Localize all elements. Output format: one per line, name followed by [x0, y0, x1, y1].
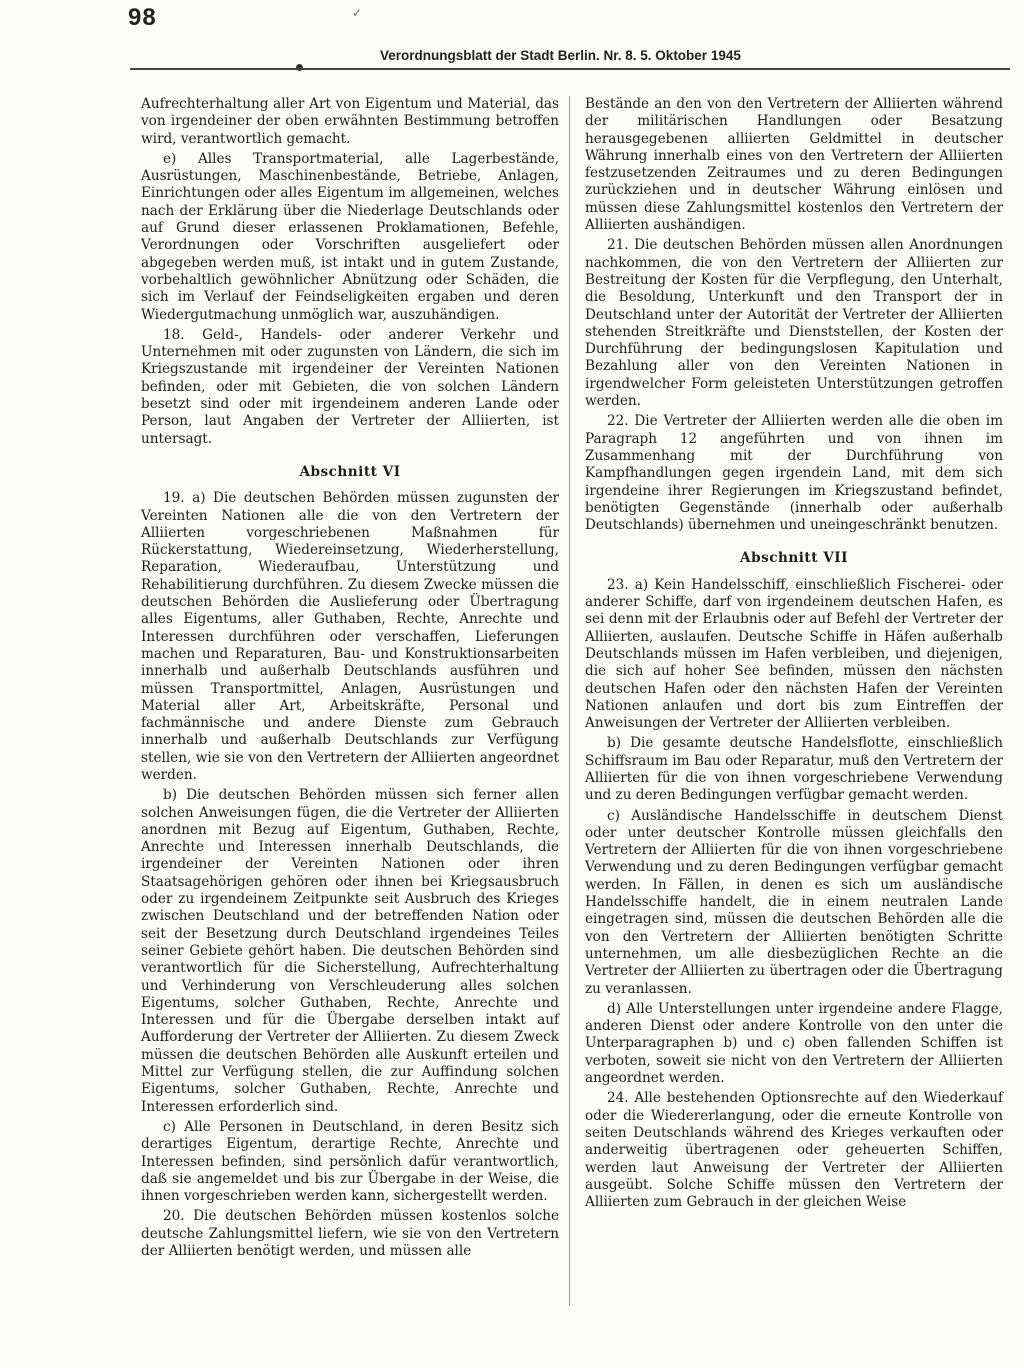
- paragraph: e) Alles Transportmaterial, alle Lagerbestände, Ausrüstungen, Maschinenbestände, Betriebe, Anlagen, Einrichtungen oder alles Eigentum im allgemeinen, welches nach der Erklärung über die Niederlage Deutschlands oder auf Grund dieser erlassenen Proklamationen, Befehle, Verordnungen oder Vorschriften ausgeliefert oder abgegeben werden muß, ist intakt und in gutem Zustande, vorbehaltlich gewöhnlicher Abnützung oder Schäden, die sich im Verlauf der Feindseligkeiten ergaben und deren Wiedergutmachung unmöglich war, auszuhändigen.: [141, 150, 559, 323]
- paragraph: 21. Die deutschen Behörden müssen allen Anordnungen nachkommen, die von den Vertretern der Alliierten zur Bestreitung der Kosten für die Verpflegung, den Unterhalt, die Besoldung, Unterkunft und den Transport der in Deutschland unter der Autorität der Vertreter der Alliierten stehenden Streitkräfte und Dienststellen, der Kosten der Durchführung der bedingungslosen Kapitulation und Bezahlung aller von den Vereinten Nationen in irgendwelcher Form geleisteten Unterstützungen getroffen werden.: [585, 237, 1003, 410]
- paragraph: Bestände an den von den Vertretern der Alliierten während der militärischen Handlungen oder Besatzung herausgegebenen alliierten Geldmittel in deutscher Währung innerhalb eines von den Vertretern der Alliierten festzusetzenden Zeitraumes und zu deren Bedingungen zurückziehen und in deutscher Währung einlösen und müssen diese Zahlungsmittel kostenlos den Vertretern der Alliierten aushändigen.: [585, 96, 1003, 234]
- scan-mark: ✓: [352, 6, 363, 20]
- paragraph: c) Alle Personen in Deutschland, in deren Besitz sich derartiges Eigentum, derartige Rechte, Anrechte und Interessen befinden, sind persönlich dafür verantwortlich, daß sie angemeldet und bis zur Übergabe in der Weise, die ihnen vorgeschrieben werden kann, sichergestellt werden.: [141, 1118, 559, 1205]
- paragraph: 19. a) Die deutschen Behörden müssen zugunsten der Vereinten Nationen alle die von den Vertretern der Alliierten vorgeschriebenen Maßnahmen für Rückerstattung, Wiedereinsetzung, Wiederherstellung, Reparation, Wiederaufbau, Unterstützung und Rehabilitierung durchführen. Zu diesem Zwecke müssen die deutschen Behörden die Auslieferung oder Übertragung alles Eigentums, aller Guthaben, Rechte, Anrechte und Interessen durchführen oder verschaffen, Lieferungen machen und Reparaturen, Bau- und Konstruktionsarbeiten innerhalb und außerhalb Deutschlands ausführen und müssen Transportmittel, Anlagen, Ausrüstungen und Material aller Art, Arbeitskräfte, Personal und fachmännische und andere Dienste zum Gebrauch innerhalb und außerhalb Deutschlands zur Verfügung stellen, wie sie von den Vertretern der Alliierten angeordnet werden.: [141, 490, 559, 783]
- paragraph: d) Alle Unterstellungen unter irgendeine andere Flagge, anderen Dienst oder andere Kontrolle von den unter die Unterparagraphen b) und c) oben fallenden Schiffen ist verboten, soweit sie nicht von den Vertretern der Alliierten angeordnet werden.: [585, 1000, 1003, 1087]
- running-head: Verordnungsblatt der Stadt Berlin. Nr. 8. 5. Oktober 1945: [380, 48, 741, 63]
- paragraph: 23. a) Kein Handelsschiff, einschließlich Fischerei- oder anderer Schiffe, darf von irgendeinem deutschen Hafen, es sei denn mit der Erlaubnis oder auf Befehl der Vertreter der Alliierten, auslaufen. Deutsche Schiffe in Häfen außerhalb Deutschlands müssen im Hafen verbleiben, und diejenigen, die sich auf hoher See befinden, müssen den nächsten deutschen Hafen oder den nächsten Hafen der Vereinten Nationen anlaufen und dort bis zum Eintreffen der Anweisungen der Vertreter der Alliierten verbleiben.: [585, 576, 1003, 732]
- page-number: 98: [128, 4, 157, 31]
- column-divider: [569, 96, 570, 1306]
- paragraph: Aufrechterhaltung aller Art von Eigentum und Material, das von irgendeiner der oben erwähnten Bestimmung betroffen wird, verantwortlich gemacht.: [141, 96, 559, 147]
- left-column: [141, 96, 559, 1260]
- paragraph: b) Die gesamte deutsche Handelsflotte, einschließlich Schiffsraum im Bau oder Reparatur, muß den Vertretern der Alliierten für die von ihnen vorgeschriebene Verwendung und zu deren Bedingungen verfügbar gemacht werden.: [585, 735, 1003, 804]
- paragraph: 18. Geld-, Handels- oder anderer Verkehr und Unternehmen mit oder zugunsten von Ländern, die sich im Kriegszustande mit irgendeiner der Vereinten Nationen befinden, oder mit Gebieten, die von solchen Ländern besetzt sind oder mit irgendeinem anderen Lande oder Person, laut Angaben der Vertreter der Alliierten, ist untersagt.: [141, 326, 559, 447]
- header-rule: [130, 68, 1010, 70]
- paragraph: 20. Die deutschen Behörden müssen kostenlos solche deutsche Zahlungsmittel liefern, wie sie von den Vertretern der Alliierten benötigt werden, und müssen alle: [141, 1208, 559, 1259]
- right-column: [585, 96, 1003, 1211]
- paragraph: 22. Die Vertreter der Alliierten werden alle die oben im Paragraph 12 angeführten und von ihnen im Zusammenhang mit der Durchführung von Kampfhandlungen gegen irgendein Land, mit dem sich irgendeine ihrer Regierungen im Kriegszustand befindet, benötigten Gegenstände (innerhalb oder außerhalb Deutschlands) übernehmen und uneingeschränkt benutzen.: [585, 413, 1003, 534]
- section-heading: Abschnitt VII: [740, 550, 848, 567]
- paragraph: 24. Alle bestehenden Optionsrechte auf den Wiederkauf oder die Wiedererlangung, oder die erneute Kontrolle von seiten Deutschlands während des Krieges verkauften oder anderweitig übertragenen oder geheuerten Schiffen, werden laut Anweisung der Vertreter der Alliierten ausgeübt. Solche Schiffe müssen den Vertretern der Alliierten zum Gebrauch in der gleichen Weise: [585, 1090, 1003, 1211]
- paragraph: b) Die deutschen Behörden müssen sich ferner allen solchen Anweisungen fügen, die die Vertreter der Alliierten anordnen mit Bezug auf Eigentum, Guthaben, Rechte, Anrechte und Interessen innerhalb Deutschlands, die irgendeiner der Vereinten Nationen oder ihren Staatsagehörigen gehören oder ihnen bei Kriegsausbruch oder zu irgendeinem Zeitpunkte seit Ausbruch des Krieges zwischen Deutschland und der betreffenden Nation oder seit der Besetzung durch Deutschland irgendeines Teiles seiner Gebiete gehört haben. Die deutschen Behörden sind verantwortlich für die Sicherstellung, Aufrechterhaltung und Verhinderung von Verschleuderung alles solchen Eigentums, solcher Guthaben, Rechte, Anrechte und Interessen und für die Übergabe derselben intakt auf Aufforderung der Vertreter der Alliierten. Zu diesem Zweck müssen die deutschen Behörden alle Auskunft erteilen und Mittel zur Verfügung stellen, die zur Auffindung solchen Eigentums, solcher Guthaben, Rechte, Anrechte und Interessen erforderlich sind.: [141, 787, 559, 1115]
- paragraph: c) Ausländische Handelsschiffe in deutschem Dienst oder unter deutscher Kontrolle müssen gleichfalls den Vertretern der Alliierten für die von ihnen vorgeschriebene Verwendung und zu deren Bedingungen verfügbar gemacht werden. In Fällen, in denen es sich um ausländische Handelsschiffe handelt, die in einem neutralen Lande eingetragen sind, müssen die deutschen Behörden alle die von den Vertretern der Alliierten benötigten Schritte unternehmen, um alle diesbezüglichen Rechte an die Vertreter der Alliierten zu übertragen oder die Übertragung zu veranlassen.: [585, 807, 1003, 997]
- section-heading: Abschnitt VI: [299, 463, 401, 480]
